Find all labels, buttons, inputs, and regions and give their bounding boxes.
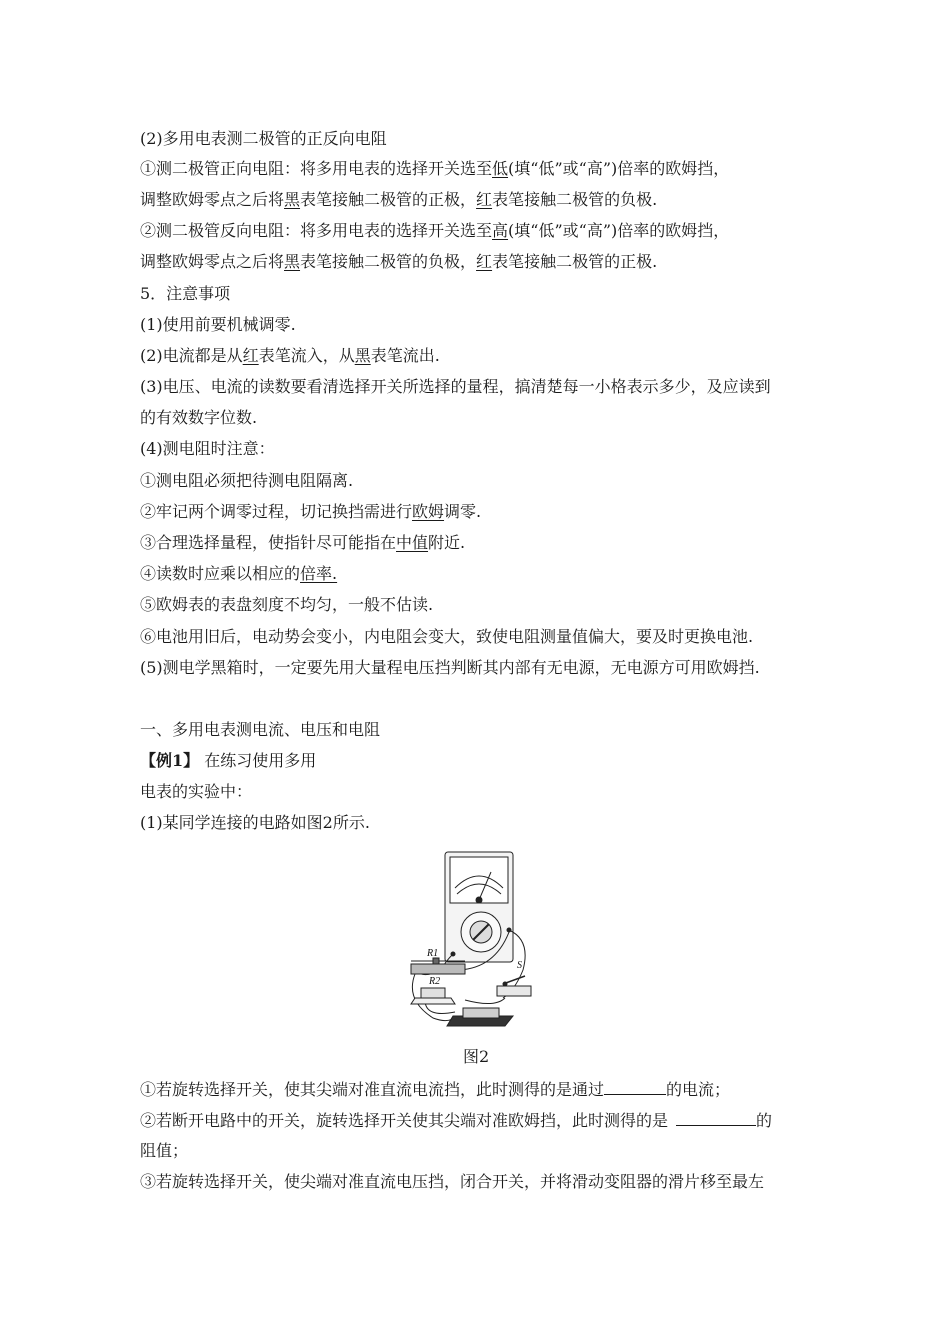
note-3-cont: 的有效数字位数. bbox=[140, 408, 258, 427]
diode-reverse-line-2 bbox=[140, 251, 657, 273]
answer-multiplier: 倍率. bbox=[300, 564, 338, 583]
example-text: 在练习使用多用 bbox=[204, 751, 317, 770]
example-1 bbox=[140, 750, 316, 772]
note-4-2 bbox=[140, 501, 481, 523]
text: 表笔接触二极管的正极， bbox=[300, 190, 477, 209]
question-1: (1)某同学连接的电路如图2所示. bbox=[140, 813, 370, 832]
note-1: (1)使用前要机械调零. bbox=[140, 315, 296, 334]
resistor-r2 bbox=[421, 988, 445, 998]
diode-heading: (2)多用电表测二极管的正反向电阻 bbox=[140, 129, 387, 148]
answer-ohm: 欧姆 bbox=[412, 502, 445, 521]
label-r1: R1 bbox=[427, 948, 439, 959]
text: ④读数时应乘以相应的 bbox=[140, 564, 301, 583]
multimeter-circuit-figure bbox=[405, 850, 540, 1032]
text: 调整欧姆零点之后将 bbox=[140, 190, 285, 209]
part1-heading: 一、多用电表测电流、电压和电阻 bbox=[140, 720, 381, 739]
text: ①测二极管正向电阻：将多用电表的选择开关选至 bbox=[140, 159, 493, 178]
switch-pivot bbox=[503, 982, 507, 986]
text: 的电流； bbox=[666, 1080, 731, 1099]
answer-black: 黑 bbox=[284, 190, 301, 209]
text: 表笔流入，从 bbox=[258, 346, 355, 365]
example-label: 【例1】 bbox=[140, 751, 200, 770]
note-4-4 bbox=[140, 563, 337, 585]
answer-black: 黑 bbox=[284, 252, 301, 271]
text: 表笔流出. bbox=[370, 346, 440, 365]
text: 附近. bbox=[428, 533, 466, 552]
resistor-base bbox=[411, 998, 455, 1004]
answer-black: 黑 bbox=[354, 346, 371, 365]
text: (填“低”或“高”)倍率的欧姆挡， bbox=[508, 221, 730, 240]
answer-red: 红 bbox=[242, 346, 259, 365]
note-2 bbox=[140, 345, 440, 367]
answer-blank-1[interactable] bbox=[604, 1078, 666, 1095]
notes-heading: 5．注意事项 bbox=[140, 284, 231, 303]
diode-reverse-line bbox=[140, 220, 729, 242]
needle-pivot bbox=[476, 897, 482, 903]
figure-caption: 图2 bbox=[463, 1047, 490, 1066]
text: (填“低”或“高”)倍率的欧姆挡， bbox=[508, 159, 730, 178]
note-3: (3)电压、电流的读数要看清选择开关所选择的量程，搞清楚每一小格表示多少，及应读到 bbox=[140, 377, 771, 396]
wire-6 bbox=[465, 998, 505, 1004]
text: 调零. bbox=[444, 502, 482, 521]
switch-base bbox=[497, 986, 531, 996]
answer-red: 红 bbox=[476, 252, 493, 271]
sub-question-1 bbox=[140, 1078, 730, 1101]
note-4: (4)测电阻时注意： bbox=[140, 439, 275, 458]
text: (2)电流都是从 bbox=[140, 346, 243, 365]
label-s: S bbox=[517, 960, 522, 971]
text: 表笔接触二极管的负极， bbox=[300, 252, 477, 271]
diode-forward-line-2 bbox=[140, 189, 657, 211]
text: ①若旋转选择开关，使其尖端对准直流电流挡，此时测得的是通过 bbox=[140, 1080, 605, 1099]
text: ②牢记两个调零过程，切记换挡需进行 bbox=[140, 502, 413, 521]
meter-dial bbox=[450, 857, 508, 903]
note-5: (5)测电学黑箱时，一定要先用大量程电压挡判断其内部有无电源，无电源方可用欧姆挡. bbox=[140, 658, 760, 677]
answer-low: 低 bbox=[492, 159, 509, 178]
sub-question-3: ③若旋转选择开关，使尖端对准直流电压挡，闭合开关，并将滑动变阻器的滑片移至最左 bbox=[140, 1172, 765, 1191]
answer-middle: 中值 bbox=[396, 533, 429, 552]
answer-blank-2[interactable] bbox=[676, 1109, 756, 1126]
note-4-3 bbox=[140, 532, 465, 554]
answer-high: 高 bbox=[492, 221, 509, 240]
text: ②测二极管反向电阻：将多用电表的选择开关选至 bbox=[140, 221, 493, 240]
note-4-5: ⑤欧姆表的表盘刻度不均匀，一般不估读. bbox=[140, 595, 434, 614]
text: ③合理选择量程，使指针尽可能指在 bbox=[140, 533, 397, 552]
text: ②若断开电路中的开关，旋转选择开关使其尖端对准欧姆挡，此时测得的是 bbox=[140, 1111, 669, 1130]
example-1-cont: 电表的实验中： bbox=[140, 782, 253, 801]
text: 调整欧姆零点之后将 bbox=[140, 252, 285, 271]
note-4-1: ①测电阻必须把待测电阻隔离. bbox=[140, 471, 354, 490]
diode-forward-line bbox=[140, 158, 729, 180]
text: 表笔接触二极管的负极. bbox=[492, 190, 658, 209]
text: 的 bbox=[756, 1111, 773, 1130]
answer-red: 红 bbox=[476, 190, 493, 209]
note-4-6: ⑥电池用旧后，电动势会变小，内电阻会变大，致使电阻测量值偏大，要及时更换电池. bbox=[140, 627, 754, 646]
text: 表笔接触二极管的正极. bbox=[492, 252, 658, 271]
sub-question-2 bbox=[140, 1109, 772, 1132]
sub-question-2-cont: 阻值； bbox=[140, 1141, 189, 1160]
label-r2: R2 bbox=[429, 976, 441, 987]
battery bbox=[463, 1008, 499, 1018]
rheostat-r1 bbox=[411, 964, 465, 974]
